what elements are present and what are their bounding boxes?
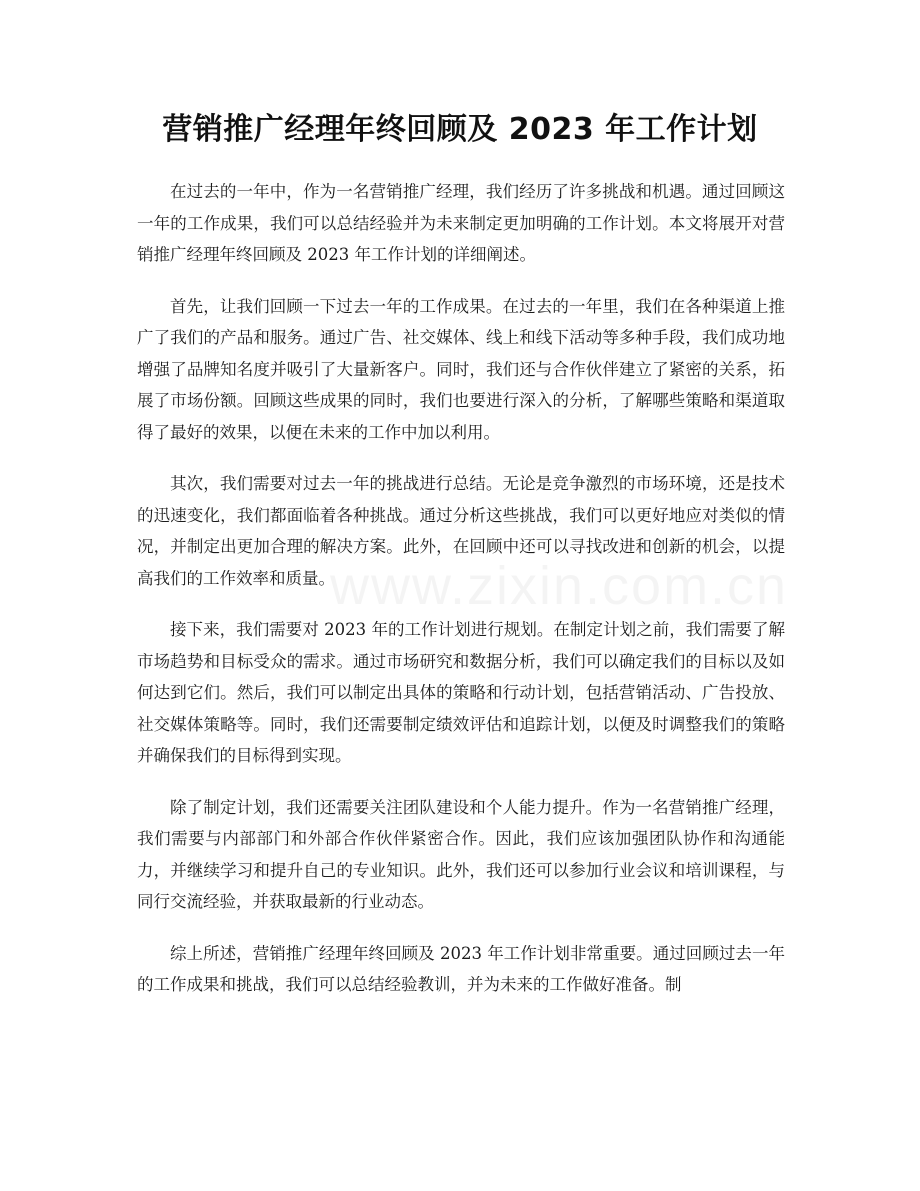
paragraph-achievements: 首先，让我们回顾一下过去一年的工作成果。在过去的一年里，我们在各种渠道上推广了我们的产品和服务。通过广告、社交媒体、线上和线下活动等多种手段，我们成功地增强了品牌知名度并吸引了大量新客户。同时，我们还与合作伙伴建立了紧密的关系，拓展了市场份额。回顾这些成果的同时，我们也要进行深入的分析，了解哪些策略和渠道取得了最好的效果，以便在未来的工作中加以利用。 xyxy=(137,296,785,442)
paragraph-plan-2023: 接下来，我们需要对 2023 年的工作计划进行规划。在制定计划之前，我们需要了解市场趋势和目标受众的需求。通过市场研究和数据分析，我们可以确定我们的目标以及如何达到它们。然后，我们可以制定出具体的策略和行动计划，包括营销活动、广告投放、社交媒体策略等。同时，我们还需要制定绩效评估和追踪计划，以便及时调整我们的策略并确保我们的目标得到实现。 xyxy=(137,620,785,765)
document-title: 营销推广经理年终回顾及 2023 年工作计划 xyxy=(162,112,758,147)
paragraph-challenges: 其次，我们需要对过去一年的挑战进行总结。无论是竞争激烈的市场环境，还是技术的迅速变化，我们都面临着各种挑战。通过分析这些挑战，我们可以更好地应对类似的情况，并制定出更加合理的解决方案。此外，在回顾中还可以寻找改进和创新的机会，以提高我们的工作效率和质量。 xyxy=(137,474,785,588)
paragraph-team-building: 除了制定计划，我们还需要关注团队建设和个人能力提升。作为一名营销推广经理，我们需要与内部部门和外部合作伙伴紧密合作。因此，我们应该加强团队协作和沟通能力，并继续学习和提升自己的专业知识。此外，我们还可以参加行业会议和培训课程，与同行交流经验，并获取最新的行业动态。 xyxy=(137,797,785,911)
paragraph-intro: 在过去的一年中，作为一名营销推广经理，我们经历了许多挑战和机遇。通过回顾这一年的工作成果，我们可以总结经验并为未来制定更加明确的工作计划。本文将展开对营销推广经理年终回顾及 2023 年工作计划的详细阐述。 xyxy=(137,182,785,264)
paragraph-summary: 综上所述，营销推广经理年终回顾及 2023 年工作计划非常重要。通过回顾过去一年的工作成果和挑战，我们可以总结经验教训，并为未来的工作做好准备。制 xyxy=(137,943,785,994)
document-body xyxy=(137,176,785,1021)
